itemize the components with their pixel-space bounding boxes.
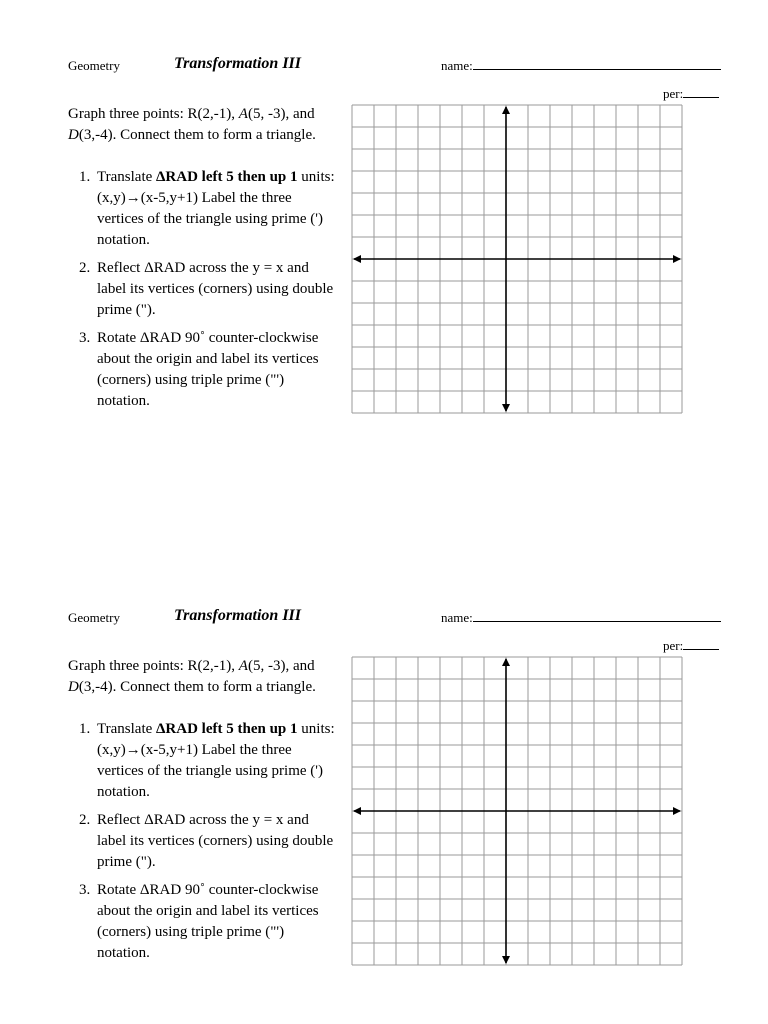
instructions-intro: Graph three points: R(2,-1), A(5, -3), and D(3,-4). Connect them to form a triangle. — [68, 658, 316, 695]
y-axis-down-arrow-icon — [502, 404, 510, 412]
name-blank-line[interactable] — [473, 610, 721, 622]
period-blank-line[interactable] — [683, 638, 719, 650]
name-blank-line[interactable] — [473, 58, 721, 70]
x-axis-right-arrow-icon — [673, 255, 681, 263]
worksheet-title: Transformation III — [174, 55, 301, 72]
worksheet-top — [0, 48, 768, 468]
instructions-intro: Graph three points: R(2,-1), A(5, -3), and D(3,-4). Connect them to form a triangle. — [68, 106, 316, 143]
x-axis-right-arrow-icon — [673, 807, 681, 815]
y-axis-up-arrow-icon — [502, 658, 510, 666]
step-item: 3. Rotate ΔRAD 90˚ counter-clockwise about the origin and label its vertices (corners) using triple prime ("') notation. — [79, 882, 319, 961]
step-item: 1. Translate ΔRAD left 5 then up 1 units: (x,y)→(x-5,y+1) Label the three vertices of the triangle using prime (') notation. — [79, 169, 335, 248]
worksheet-bottom — [0, 600, 768, 1020]
x-axis-left-arrow-icon — [353, 807, 361, 815]
step-item: 1. Translate ΔRAD left 5 then up 1 units: (x,y)→(x-5,y+1) Label the three vertices of the triangle using prime (') notation. — [79, 721, 335, 800]
subject-label: Geometry — [68, 610, 120, 625]
name-label: name: — [441, 58, 473, 73]
coordinate-grid[interactable] — [351, 104, 685, 418]
coordinate-grid[interactable] — [351, 656, 685, 970]
name-label: name: — [441, 610, 473, 625]
period-field[interactable] — [663, 86, 719, 102]
period-label: per: — [663, 638, 684, 653]
worksheet-title: Transformation III — [174, 607, 301, 624]
period-blank-line[interactable] — [683, 86, 719, 98]
period-label: per: — [663, 86, 684, 101]
name-field[interactable] — [441, 58, 721, 74]
period-field[interactable] — [663, 638, 719, 654]
step-item: 3. Rotate ΔRAD 90˚ counter-clockwise about the origin and label its vertices (corners) using triple prime ("') notation. — [79, 330, 319, 409]
subject-label: Geometry — [68, 58, 120, 73]
x-axis-left-arrow-icon — [353, 255, 361, 263]
y-axis-up-arrow-icon — [502, 106, 510, 114]
step-item: 2. Reflect ΔRAD across the y = x and label its vertices (corners) using double prime ("). — [79, 260, 334, 318]
step-item: 2. Reflect ΔRAD across the y = x and label its vertices (corners) using double prime ("). — [79, 812, 334, 870]
instruction-steps — [68, 167, 338, 419]
y-axis-down-arrow-icon — [502, 956, 510, 964]
instruction-steps — [68, 719, 338, 971]
name-field[interactable] — [441, 610, 721, 626]
